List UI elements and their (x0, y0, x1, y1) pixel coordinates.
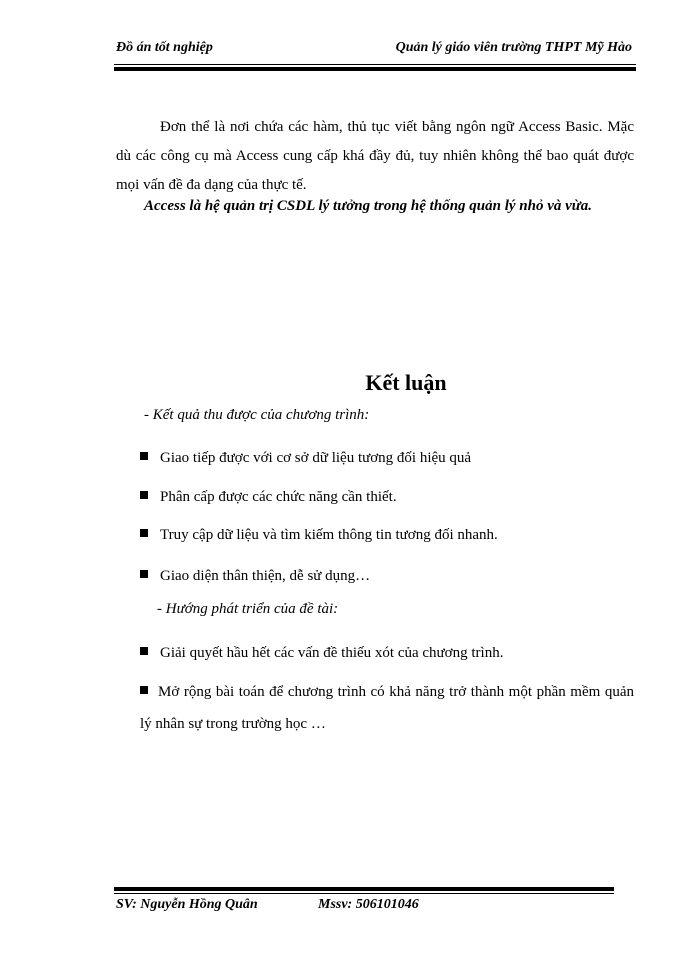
footer-rule-thick-line (114, 887, 614, 891)
result-item-text: Giao diện thân thiện, dễ sử dụng… (160, 568, 371, 584)
header-project-title: Quản lý giáo viên trường THPT Mỹ Hào (395, 40, 632, 55)
header-rule (114, 64, 636, 72)
result-item (140, 481, 634, 513)
result-item (140, 442, 634, 474)
result-item (140, 560, 634, 592)
footer-rule (114, 887, 614, 895)
header-rule-thin-line (114, 64, 636, 65)
footer-student-id: Mssv: 506101046 (318, 897, 419, 912)
footer-rule-thin-line (114, 893, 614, 894)
body-paragraph-access-summary: Access là hệ quản trị CSDL lý tưởng trong hệ thống quản lý nhỏ và vừa. (144, 198, 593, 214)
result-item-text: Truy cập dữ liệu và tìm kiếm thông tin tương đối nhanh. (160, 527, 498, 543)
square-bullet-icon (140, 529, 148, 537)
development-heading: - Hướng phát triển của đề tài: (157, 601, 339, 617)
square-bullet-icon (140, 686, 148, 694)
result-item (140, 519, 634, 551)
development-item-text: Mở rộng bài toán để chương trình có khả năng trở thành một phần mềm quản lý nhân sự trong trường học … (140, 684, 634, 732)
header-rule-thick-line (114, 67, 636, 71)
square-bullet-icon (140, 452, 148, 460)
footer-student-name: SV: Nguyễn Hồng Quân (116, 897, 258, 912)
result-item-text: Giao tiếp được với cơ sở dữ liệu tương đối hiệu quả (160, 450, 472, 466)
results-heading: - Kết quả thu được của chương trình: (144, 407, 370, 423)
development-item-text: Giải quyết hầu hết các vấn đề thiếu xót của chương trình. (160, 645, 504, 661)
header-document-type: Đồ án tốt nghiệp (116, 40, 213, 55)
section-title-conclusion: Kết luận (365, 370, 447, 395)
square-bullet-icon (140, 491, 148, 499)
square-bullet-icon (140, 647, 148, 655)
development-item (140, 637, 634, 669)
body-paragraph-modules: Đơn thể là nơi chứa các hàm, thủ tục viết bằng ngôn ngữ Access Basic. Mặc dù các công cụ mà Access cung cấp khá đầy đủ, tuy nhiên không thể bao quát được mọi vấn đề đa dạng của thực tế. (116, 119, 634, 193)
square-bullet-icon (140, 570, 148, 578)
result-item-text: Phân cấp được các chức năng cần thiết. (160, 489, 397, 505)
development-item (140, 676, 634, 740)
